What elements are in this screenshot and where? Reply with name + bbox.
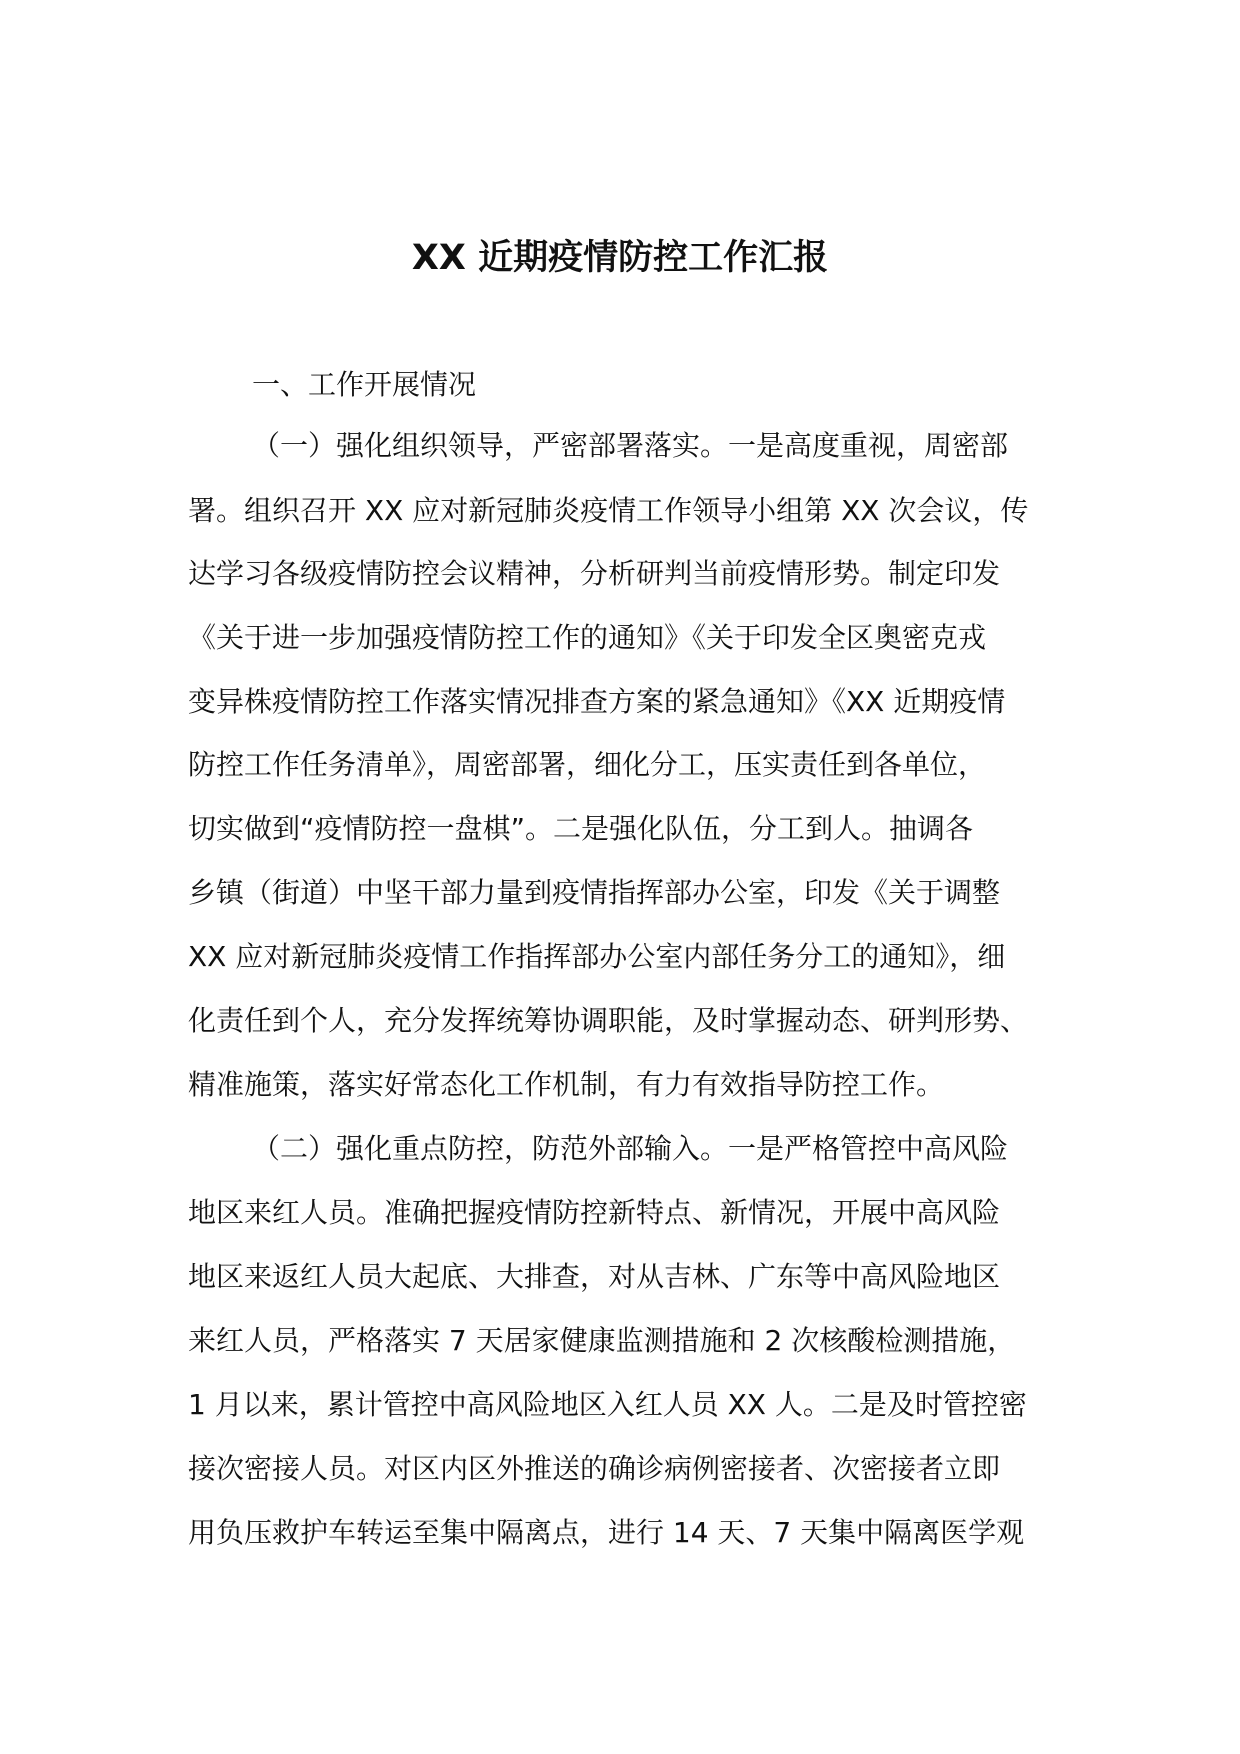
paragraph-2-line-1: （二）强化重点防控，防范外部输入。一是严格管控中高风险	[252, 1132, 1009, 1165]
paragraph-1-line-7: 切实做到“疫情防控一盘棋”。二是强化队伍，分工到人。抽调各	[188, 812, 974, 845]
section-heading-1: 一、工作开展情况	[252, 368, 477, 401]
paragraph-1-line-4: 《关于进一步加强疫情防控工作的通知》《关于印发全区奥密克戎	[188, 621, 987, 654]
paragraph-1-line-2: 署。组织召开 XX 应对新冠肺炎疫情工作领导小组第 XX 次会议，传	[188, 494, 1029, 527]
paragraph-1-line-5: 变异株疫情防控工作落实情况排查方案的紧急通知》《XX 近期疫情	[188, 685, 1006, 718]
paragraph-2-line-3: 地区来返红人员大起底、大排查，对从吉林、广东等中高风险地区	[188, 1260, 1001, 1293]
paragraph-1-line-8: 乡镇（街道）中坚干部力量到疫情指挥部办公室，印发《关于调整	[188, 876, 1001, 909]
paragraph-1-line-10: 化责任到个人，充分发挥统筹协调职能，及时掌握动态、研判形势、	[188, 1004, 1029, 1037]
paragraph-1-line-1: （一）强化组织领导，严密部署落实。一是高度重视，周密部	[252, 429, 1009, 462]
paragraph-1-line-9: XX 应对新冠肺炎疫情工作指挥部办公室内部任务分工的通知》，细	[188, 940, 1006, 973]
paragraph-2-line-5: 1 月以来，累计管控中高风险地区入红人员 XX 人。二是及时管控密	[188, 1388, 1027, 1421]
paragraph-1-line-6: 防控工作任务清单》，周密部署，细化分工，压实责任到各单位，	[188, 748, 987, 781]
paragraph-2-line-4: 来红人员，严格落实 7 天居家健康监测措施和 2 次核酸检测措施，	[188, 1324, 1016, 1357]
paragraph-2-line-7: 用负压救护车转运至集中隔离点，进行 14 天、7 天集中隔离医学观	[188, 1516, 1025, 1549]
paragraph-1-line-11: 精准施策，落实好常态化工作机制，有力有效指导防控工作。	[188, 1068, 945, 1101]
paragraph-2-line-2: 地区来红人员。准确把握疫情防控新特点、新情况，开展中高风险	[188, 1196, 1001, 1229]
paragraph-2-line-6: 接次密接人员。对区内区外推送的确诊病例密接者、次密接者立即	[188, 1452, 1001, 1485]
document-title: XX 近期疫情防控工作汇报	[411, 238, 829, 278]
paragraph-1-line-3: 达学习各级疫情防控会议精神，分析研判当前疫情形势。制定印发	[188, 557, 1001, 590]
